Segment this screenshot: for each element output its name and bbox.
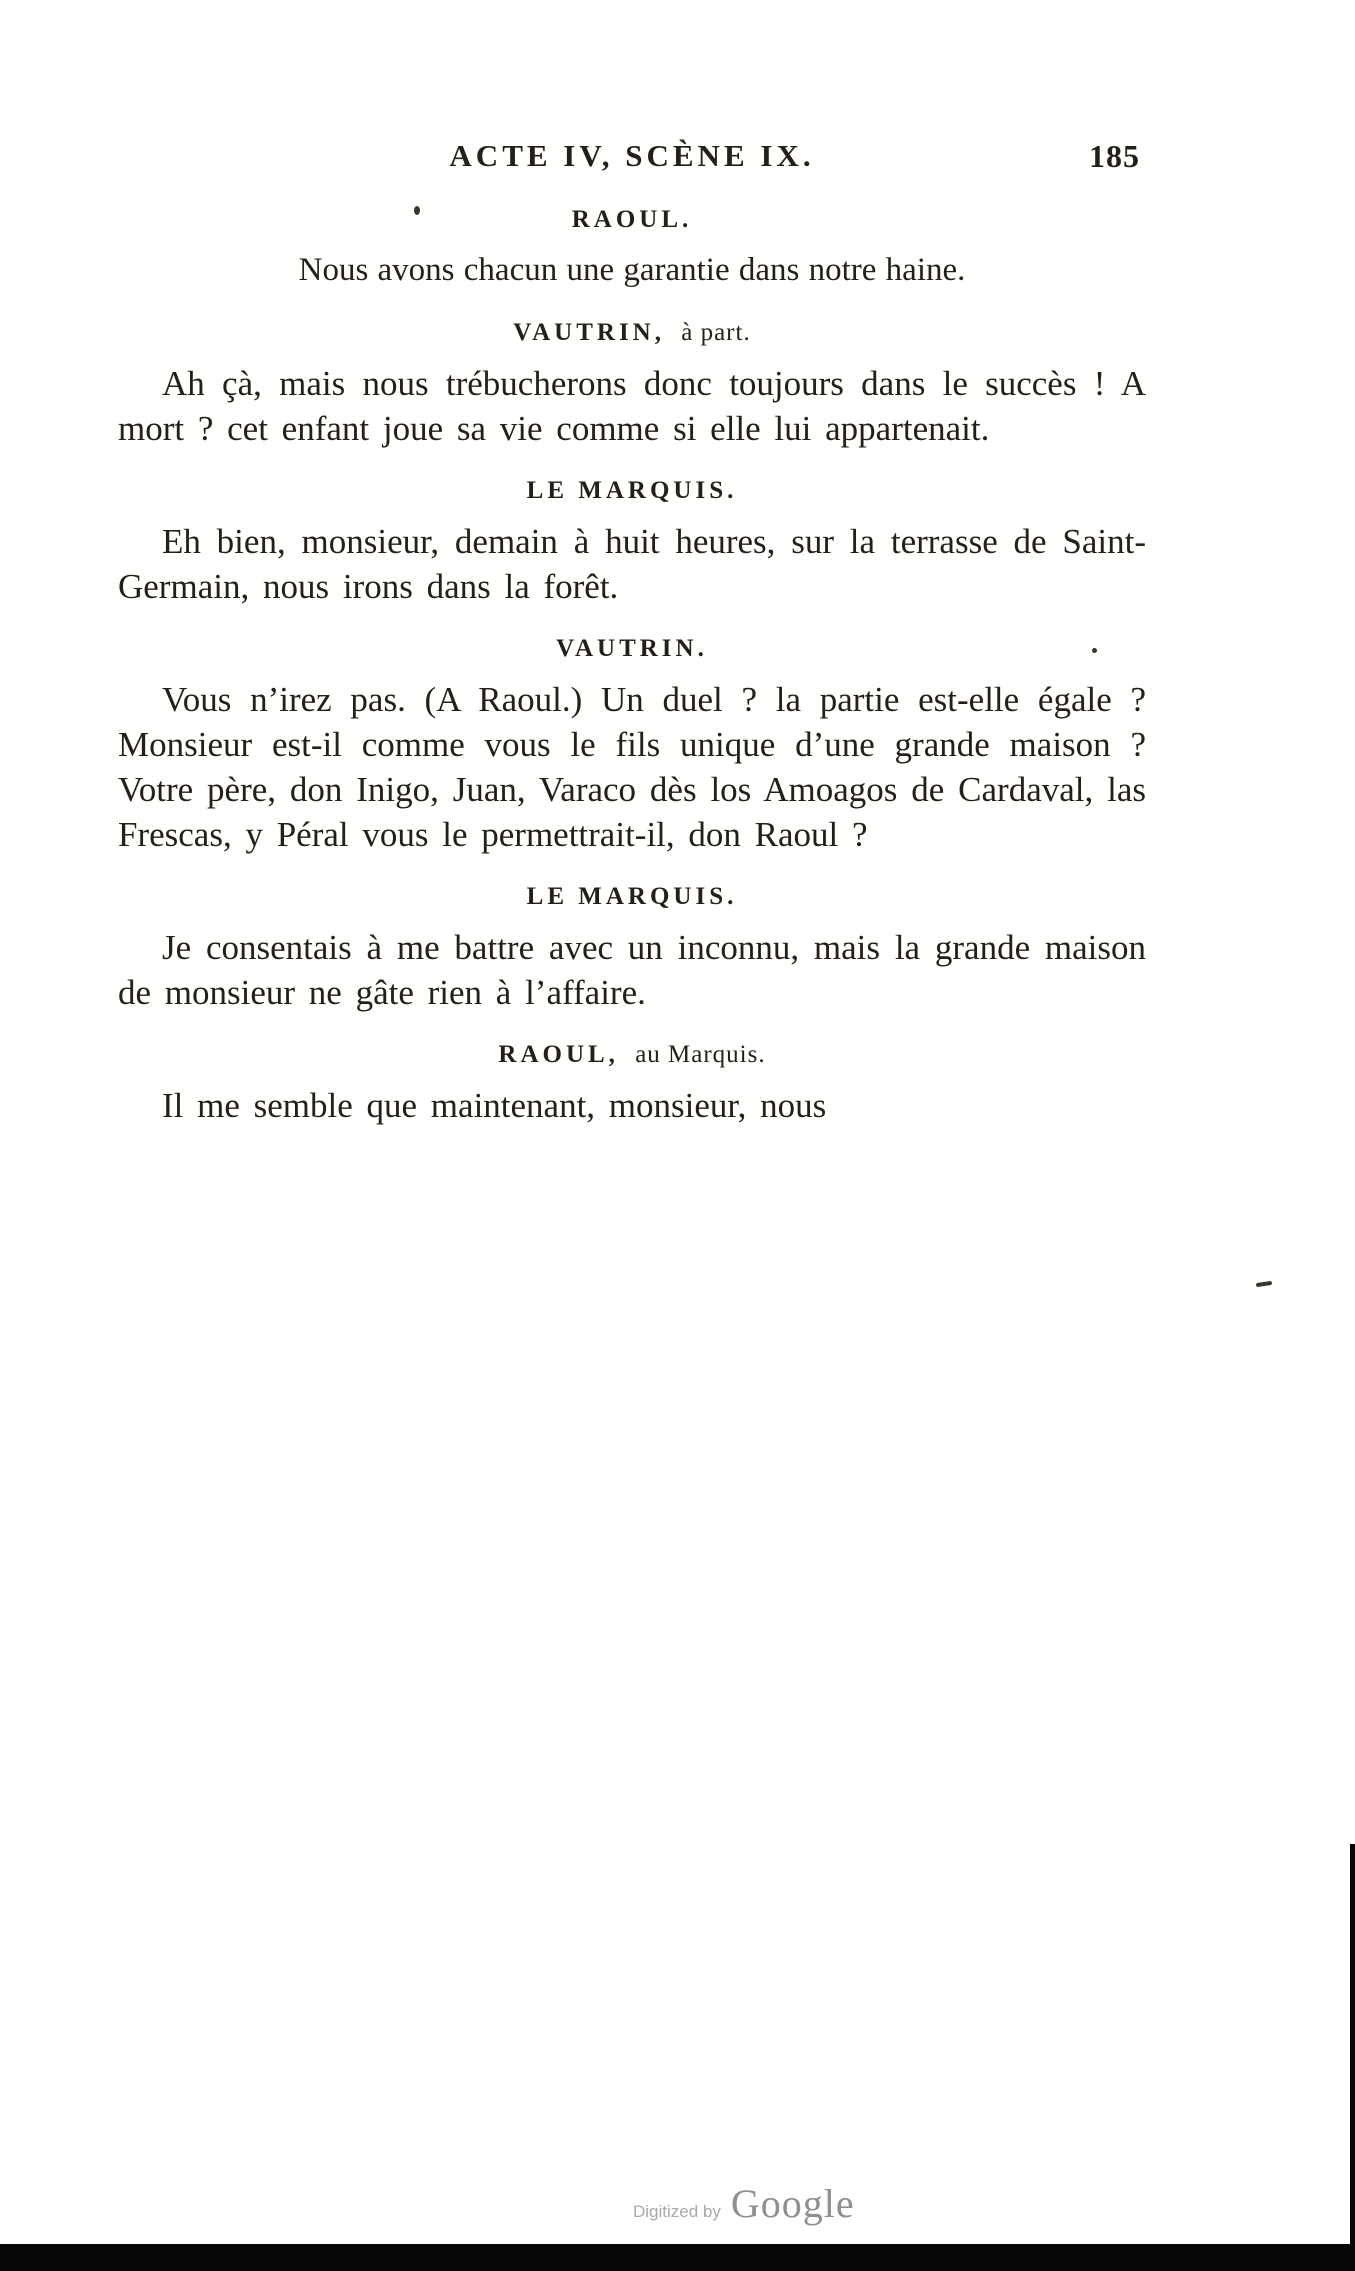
scan-edge-right	[1350, 1844, 1355, 2244]
speaker-label-raoul	[118, 206, 1146, 234]
speaker-label-vautrin-apart	[118, 319, 1146, 347]
scan-artifact	[1256, 1281, 1272, 1287]
dialogue-paragraph: Eh bien, monsieur, demain à huit heures, sur la terrasse de Saint-Germain, nous irons dans la forêt.	[118, 522, 1146, 606]
speaker-stage-note: au Marquis.	[635, 1041, 766, 1068]
speaker-name: LE MARQUIS.	[526, 883, 738, 910]
dialogue-paragraph: Je consentais à me battre avec un inconnu, mais la grande maison de monsieur ne gâte rien à l’affaire.	[118, 928, 1146, 1012]
speaker-name: LE MARQUIS.	[526, 477, 738, 504]
speaker-label-marquis	[118, 883, 1146, 911]
dialogue-paragraph: Vous n’irez pas. (A Raoul.) Un duel ? la partie est-elle égale ? Monsieur est-il comme vous le fils unique d’une grande maison ? Votre père, don Inigo, Juan, Varaco dès los Amoagos de Cardaval, las Frescas, y Péral vous le permettrait-il, don Raoul ?	[118, 680, 1146, 854]
dialogue-paragraph: Ah çà, mais nous trébucherons donc toujours dans le succès ! A mort ? cet enfant joue sa vie comme si elle lui appartenait.	[118, 364, 1146, 448]
speaker-label-vautrin	[118, 635, 1146, 663]
speaker-name: RAOUL.	[571, 206, 693, 233]
google-logo: Google	[730, 2181, 855, 2226]
speaker-name: VAUTRIN.	[556, 635, 708, 662]
scan-edge-bottom	[0, 2244, 1355, 2271]
dialogue-line: Nous avons chacun une garantie dans notre haine.	[298, 252, 966, 288]
scan-artifact	[414, 206, 420, 215]
speaker-label-raoul-au-marquis	[118, 1041, 1146, 1069]
speaker-name: VAUTRIN,	[513, 319, 665, 346]
digitized-by-label: Digitized by	[633, 2202, 721, 2221]
scan-artifact	[1092, 648, 1097, 653]
page-number: 185	[1089, 138, 1140, 174]
google-watermark	[633, 2180, 855, 2227]
dialogue-paragraph: Il me semble que maintenant, monsieur, nous	[162, 1086, 827, 1125]
speaker-label-marquis	[118, 477, 1146, 505]
page-header	[118, 138, 1146, 180]
speaker-name: RAOUL,	[498, 1041, 619, 1068]
running-title: ACTE IV, SCÈNE IX.	[449, 138, 815, 173]
speaker-stage-note: à part.	[681, 319, 751, 346]
page-content	[118, 138, 1146, 1136]
